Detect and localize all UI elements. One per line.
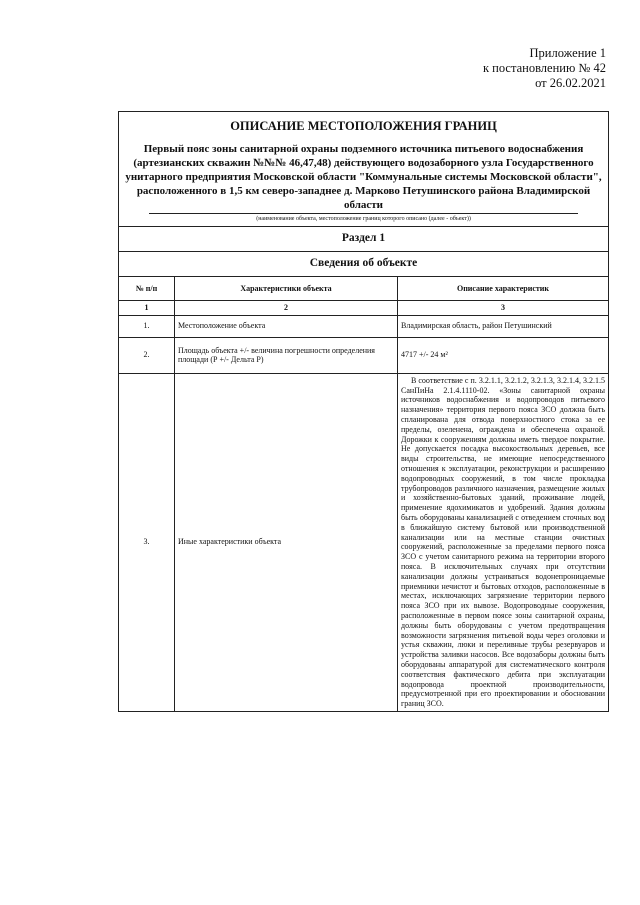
title-cell (119, 112, 609, 227)
header-characteristic: Характеристики объекта (175, 277, 398, 301)
document-title: ОПИСАНИЕ МЕСТОПОЛОЖЕНИЯ ГРАНИЦ (230, 119, 497, 133)
row-value: В соответствие с п. 3.2.1.1, 3.2.1.2, 3.2.1.3, 3.2.1.4, 3.2.1.5 СанПиНа 2.1.4.1110-02. «Зоны санитарной охраны источников водоснабжения и водопроводов питьевого назначения» территория первого пояса ЗСО должна быть спланирована для отвода поверхностного стока за ее пределы, озеленена, ограждена и обеспечена охраной. Дорожки к сооружениям должны иметь твердое покрытие. Не допускается посадка высокоствольных деревьев, все виды строительства, не имеющие непосредственного отношения к эксплуатации, реконструкции и расширению водопроводных сооружений, в том числе прокладка трубопроводов различного назначения, размещение жилых и хозяйственно-бытовых зданий, проживание людей, применение ядохимикатов и удобрений. Здания должны быть оборудованы канализацией с отведением сточных вод в ближайшую систему бытовой или производственной канализации или на местные станции очистных сооружений, расположенные за пределами первого пояса ЗСО с учетом санитарного режима на территории второго пояса. В исключительных случаях при отсутствии канализации должны устраиваться водонепроницаемые приемники нечистот и бытовых отходов, расположенные в местах, исключающих загрязнение территории первого пояса ЗСО при их вывозе. Водопроводные сооружения, расположенные в первом поясе зоны санитарной охраны, должны быть оборудованы с учетом предотвращения возможности загрязнения питьевой воды через оголовки и устья скважин, люки и переливные трубы резервуаров и устройства заливки насосов. Все водозаборы должны быть оборудованы аппаратурой для систематического контроля соответствия фактического дебита при эксплуатации водопровода проектной производительности, предусмотренной при его проектировании и обосновании границ ЗСО. (398, 373, 609, 711)
table-row (119, 315, 609, 337)
row-value: 4717 +/- 24 м² (398, 337, 609, 373)
row-number: 3. (119, 373, 175, 711)
index-cell: 2 (175, 301, 398, 316)
row-number: 2. (119, 337, 175, 373)
appendix-line-3: от 26.02.2021 (535, 76, 606, 90)
section-heading: Сведения об объекте (119, 252, 609, 277)
row-characteristic: Площадь объекта +/- величина погрешности определения площади (Р +/- Дельта Р) (175, 337, 398, 373)
appendix-line-1: Приложение 1 (529, 46, 606, 60)
index-cell: 1 (119, 301, 175, 316)
table-row (119, 373, 609, 711)
object-description-table (118, 111, 609, 712)
subtitle-note: (наименование объекта, местоположение границ которого описано (далее - объект)) (149, 213, 578, 223)
appendix-line-2: к постановлению № 42 (482, 61, 606, 75)
row-characteristic: Местоположение объекта (175, 315, 398, 337)
document-subtitle: Первый пояс зоны санитарной охраны подземного источника питьевого водоснабжения (артезианских скважин №№№ 46,47,48) действующего водозаборного узла Государственного унитарного предприятия Московской области "Коммунальные системы Московской области", расположенного в 1,5 км северо-западнее д. Марково Петушинского района Владимирской области (125, 143, 602, 211)
appendix-block (483, 46, 606, 91)
section-label: Раздел 1 (119, 227, 609, 252)
header-description: Описание характеристик (398, 277, 609, 301)
table-row (119, 337, 609, 373)
row-value: Владимирская область, район Петушинский (398, 315, 609, 337)
header-number: № п/п (119, 277, 175, 301)
index-cell: 3 (398, 301, 609, 316)
row-characteristic: Иные характеристики объекта (175, 373, 398, 711)
row-number: 1. (119, 315, 175, 337)
